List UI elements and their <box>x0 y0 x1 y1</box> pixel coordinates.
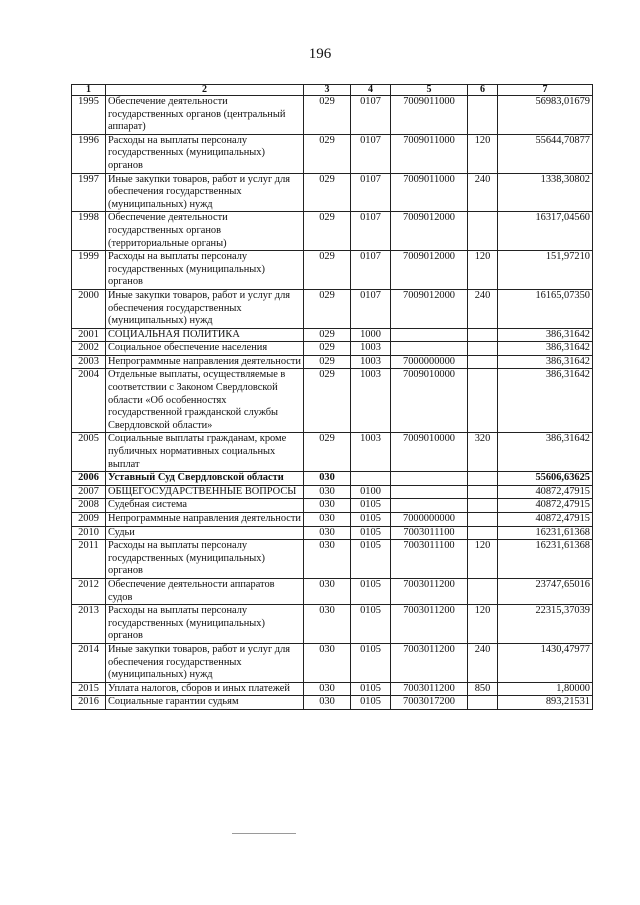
row-number-cell: 2002 <box>72 342 106 356</box>
amount-cell: 386,31642 <box>498 369 593 433</box>
expense-type-cell <box>468 212 498 251</box>
amount-cell: 16231,61368 <box>498 540 593 579</box>
section-code-cell: 0107 <box>351 134 391 173</box>
item-name-cell: Уплата налогов, сборов и иных платежей <box>106 682 304 696</box>
section-code-cell: 0107 <box>351 289 391 328</box>
header-col-2: 2 <box>106 85 304 96</box>
amount-cell: 56983,01679 <box>498 96 593 135</box>
admin-code-cell: 030 <box>304 485 351 499</box>
expense-type-cell: 120 <box>468 540 498 579</box>
expense-type-cell <box>468 328 498 342</box>
row-number-cell: 2010 <box>72 526 106 540</box>
section-code-cell: 1003 <box>351 342 391 356</box>
row-number-cell: 2016 <box>72 696 106 710</box>
amount-cell: 386,31642 <box>498 328 593 342</box>
table-row <box>72 643 593 682</box>
table-row <box>72 513 593 527</box>
section-code-cell: 0105 <box>351 540 391 579</box>
table-row <box>72 472 593 486</box>
amount-cell: 40872,47915 <box>498 499 593 513</box>
amount-cell: 151,97210 <box>498 251 593 290</box>
row-number-cell: 2011 <box>72 540 106 579</box>
target-article-cell <box>391 485 468 499</box>
table-row <box>72 289 593 328</box>
target-article-cell <box>391 499 468 513</box>
admin-code-cell: 030 <box>304 578 351 604</box>
amount-cell: 1430,47977 <box>498 643 593 682</box>
admin-code-cell: 030 <box>304 643 351 682</box>
admin-code-cell: 029 <box>304 342 351 356</box>
expense-type-cell: 320 <box>468 433 498 472</box>
table-row <box>72 369 593 433</box>
row-number-cell: 1999 <box>72 251 106 290</box>
table-row <box>72 328 593 342</box>
admin-code-cell: 030 <box>304 540 351 579</box>
target-article-cell: 7003011100 <box>391 526 468 540</box>
item-name-cell: Расходы на выплаты персоналу государственных (муниципальных) органов <box>106 605 304 644</box>
expense-type-cell: 120 <box>468 251 498 290</box>
item-name-cell: Иные закупки товаров, работ и услуг для обеспечения государственных (муниципальных) нужд <box>106 289 304 328</box>
section-code-cell <box>351 472 391 486</box>
row-number-cell: 2007 <box>72 485 106 499</box>
expense-type-cell <box>468 485 498 499</box>
amount-cell: 55644,70877 <box>498 134 593 173</box>
admin-code-cell: 029 <box>304 328 351 342</box>
expense-type-cell: 120 <box>468 605 498 644</box>
admin-code-cell: 030 <box>304 605 351 644</box>
table-row <box>72 212 593 251</box>
item-name-cell: Обеспечение деятельности государственных органов (центральный аппарат) <box>106 96 304 135</box>
admin-code-cell: 029 <box>304 433 351 472</box>
amount-cell: 40872,47915 <box>498 485 593 499</box>
item-name-cell: Расходы на выплаты персоналу государственных (муниципальных) органов <box>106 251 304 290</box>
item-name-cell: Социальные гарантии судьям <box>106 696 304 710</box>
admin-code-cell: 029 <box>304 369 351 433</box>
expense-type-cell <box>468 499 498 513</box>
expense-type-cell <box>468 342 498 356</box>
header-col-3: 3 <box>304 85 351 96</box>
amount-cell: 16165,07350 <box>498 289 593 328</box>
amount-cell: 22315,37039 <box>498 605 593 644</box>
expense-type-cell: 120 <box>468 134 498 173</box>
expense-type-cell <box>468 578 498 604</box>
table-row <box>72 342 593 356</box>
target-article-cell: 7009012000 <box>391 289 468 328</box>
item-name-cell: Иные закупки товаров, работ и услуг для обеспечения государственных (муниципальных) нужд <box>106 643 304 682</box>
section-code-cell: 0107 <box>351 96 391 135</box>
admin-code-cell: 030 <box>304 513 351 527</box>
expense-type-cell: 240 <box>468 173 498 212</box>
section-code-cell: 0105 <box>351 696 391 710</box>
expense-type-cell <box>468 472 498 486</box>
amount-cell: 386,31642 <box>498 342 593 356</box>
row-number-cell: 1997 <box>72 173 106 212</box>
admin-code-cell: 030 <box>304 472 351 486</box>
item-name-cell: Обеспечение деятельности государственных органов (территориальные органы) <box>106 212 304 251</box>
item-name-cell: Отдельные выплаты, осуществляемые в соответствии с Законом Свердловской области «Об особенностях государственной гражданской службы Свердловской области» <box>106 369 304 433</box>
amount-cell: 16231,61368 <box>498 526 593 540</box>
table-row <box>72 433 593 472</box>
target-article-cell: 7009011000 <box>391 134 468 173</box>
target-article-cell: 7009012000 <box>391 251 468 290</box>
target-article-cell: 7000000000 <box>391 513 468 527</box>
target-article-cell: 7009011000 <box>391 173 468 212</box>
section-code-cell: 0107 <box>351 212 391 251</box>
amount-cell: 1338,30802 <box>498 173 593 212</box>
expense-type-cell <box>468 355 498 369</box>
section-code-cell: 1000 <box>351 328 391 342</box>
header-col-6: 6 <box>468 85 498 96</box>
header-col-4: 4 <box>351 85 391 96</box>
row-number-cell: 2003 <box>72 355 106 369</box>
section-code-cell: 0105 <box>351 643 391 682</box>
header-col-7: 7 <box>498 85 593 96</box>
table-row <box>72 173 593 212</box>
admin-code-cell: 029 <box>304 173 351 212</box>
header-row <box>72 85 593 96</box>
row-number-cell: 2001 <box>72 328 106 342</box>
amount-cell: 386,31642 <box>498 355 593 369</box>
expense-type-cell: 240 <box>468 289 498 328</box>
admin-code-cell: 029 <box>304 212 351 251</box>
expense-type-cell: 240 <box>468 643 498 682</box>
expense-type-cell <box>468 369 498 433</box>
table-row <box>72 96 593 135</box>
row-number-cell: 1996 <box>72 134 106 173</box>
row-number-cell: 2012 <box>72 578 106 604</box>
row-number-cell: 1995 <box>72 96 106 135</box>
amount-cell: 55606,63625 <box>498 472 593 486</box>
row-number-cell: 2013 <box>72 605 106 644</box>
section-code-cell: 0100 <box>351 485 391 499</box>
table-row <box>72 355 593 369</box>
table-row <box>72 605 593 644</box>
section-code-cell: 1003 <box>351 369 391 433</box>
admin-code-cell: 030 <box>304 696 351 710</box>
amount-cell: 893,21531 <box>498 696 593 710</box>
item-name-cell: Расходы на выплаты персоналу государственных (муниципальных) органов <box>106 540 304 579</box>
row-number-cell: 2015 <box>72 682 106 696</box>
table-row <box>72 251 593 290</box>
target-article-cell: 7003011200 <box>391 643 468 682</box>
header-col-5: 5 <box>391 85 468 96</box>
section-code-cell: 0105 <box>351 526 391 540</box>
item-name-cell: СОЦИАЛЬНАЯ ПОЛИТИКА <box>106 328 304 342</box>
page-number: 196 <box>308 46 332 62</box>
expense-type-cell <box>468 526 498 540</box>
section-code-cell: 0107 <box>351 251 391 290</box>
expense-type-cell <box>468 96 498 135</box>
row-number-cell: 2005 <box>72 433 106 472</box>
row-number-cell: 2009 <box>72 513 106 527</box>
expense-type-cell <box>468 696 498 710</box>
item-name-cell: Уставный Суд Свердловской области <box>106 472 304 486</box>
admin-code-cell: 030 <box>304 682 351 696</box>
admin-code-cell: 029 <box>304 96 351 135</box>
table-row <box>72 499 593 513</box>
target-article-cell: 7003011200 <box>391 682 468 696</box>
row-number-cell: 2008 <box>72 499 106 513</box>
section-code-cell: 1003 <box>351 433 391 472</box>
item-name-cell: Иные закупки товаров, работ и услуг для обеспечения государственных (муниципальных) нужд <box>106 173 304 212</box>
table-body <box>72 96 593 710</box>
table-row <box>72 682 593 696</box>
target-article-cell <box>391 472 468 486</box>
expense-type-cell <box>468 513 498 527</box>
section-code-cell: 1003 <box>351 355 391 369</box>
amount-cell: 1,80000 <box>498 682 593 696</box>
row-number-cell: 2014 <box>72 643 106 682</box>
item-name-cell: Обеспечение деятельности аппаратов судов <box>106 578 304 604</box>
admin-code-cell: 030 <box>304 526 351 540</box>
admin-code-cell: 029 <box>304 134 351 173</box>
amount-cell: 23747,65016 <box>498 578 593 604</box>
table-row <box>72 526 593 540</box>
target-article-cell: 7009010000 <box>391 369 468 433</box>
row-number-cell: 2004 <box>72 369 106 433</box>
item-name-cell: ОБЩЕГОСУДАРСТВЕННЫЕ ВОПРОСЫ <box>106 485 304 499</box>
section-code-cell: 0105 <box>351 499 391 513</box>
row-number-cell: 1998 <box>72 212 106 251</box>
target-article-cell: 7003011100 <box>391 540 468 579</box>
item-name-cell: Социальные выплаты гражданам, кроме публичных нормативных социальных выплат <box>106 433 304 472</box>
section-code-cell: 0105 <box>351 578 391 604</box>
section-code-cell: 0105 <box>351 605 391 644</box>
target-article-cell: 7003011200 <box>391 605 468 644</box>
item-name-cell: Судебная система <box>106 499 304 513</box>
target-article-cell: 7003011200 <box>391 578 468 604</box>
item-name-cell: Расходы на выплаты персоналу государственных (муниципальных) органов <box>106 134 304 173</box>
item-name-cell: Судьи <box>106 526 304 540</box>
admin-code-cell: 029 <box>304 355 351 369</box>
admin-code-cell: 029 <box>304 289 351 328</box>
expense-type-cell: 850 <box>468 682 498 696</box>
target-article-cell: 7009012000 <box>391 212 468 251</box>
row-number-cell: 2006 <box>72 472 106 486</box>
target-article-cell: 7003017200 <box>391 696 468 710</box>
item-name-cell: Социальное обеспечение населения <box>106 342 304 356</box>
item-name-cell: Непрограммные направления деятельности <box>106 355 304 369</box>
section-code-cell: 0107 <box>351 173 391 212</box>
admin-code-cell: 029 <box>304 251 351 290</box>
target-article-cell: 7009011000 <box>391 96 468 135</box>
table-row <box>72 134 593 173</box>
table-row <box>72 696 593 710</box>
item-name-cell: Непрограммные направления деятельности <box>106 513 304 527</box>
amount-cell: 16317,04560 <box>498 212 593 251</box>
row-number-cell: 2000 <box>72 289 106 328</box>
footer-scan-mark <box>232 833 296 834</box>
target-article-cell <box>391 328 468 342</box>
amount-cell: 40872,47915 <box>498 513 593 527</box>
amount-cell: 386,31642 <box>498 433 593 472</box>
section-code-cell: 0105 <box>351 682 391 696</box>
header-col-1: 1 <box>72 85 106 96</box>
target-article-cell: 7000000000 <box>391 355 468 369</box>
budget-table <box>71 84 593 710</box>
target-article-cell <box>391 342 468 356</box>
table-row <box>72 578 593 604</box>
table-row <box>72 540 593 579</box>
target-article-cell: 7009010000 <box>391 433 468 472</box>
table-row <box>72 485 593 499</box>
section-code-cell: 0105 <box>351 513 391 527</box>
admin-code-cell: 030 <box>304 499 351 513</box>
